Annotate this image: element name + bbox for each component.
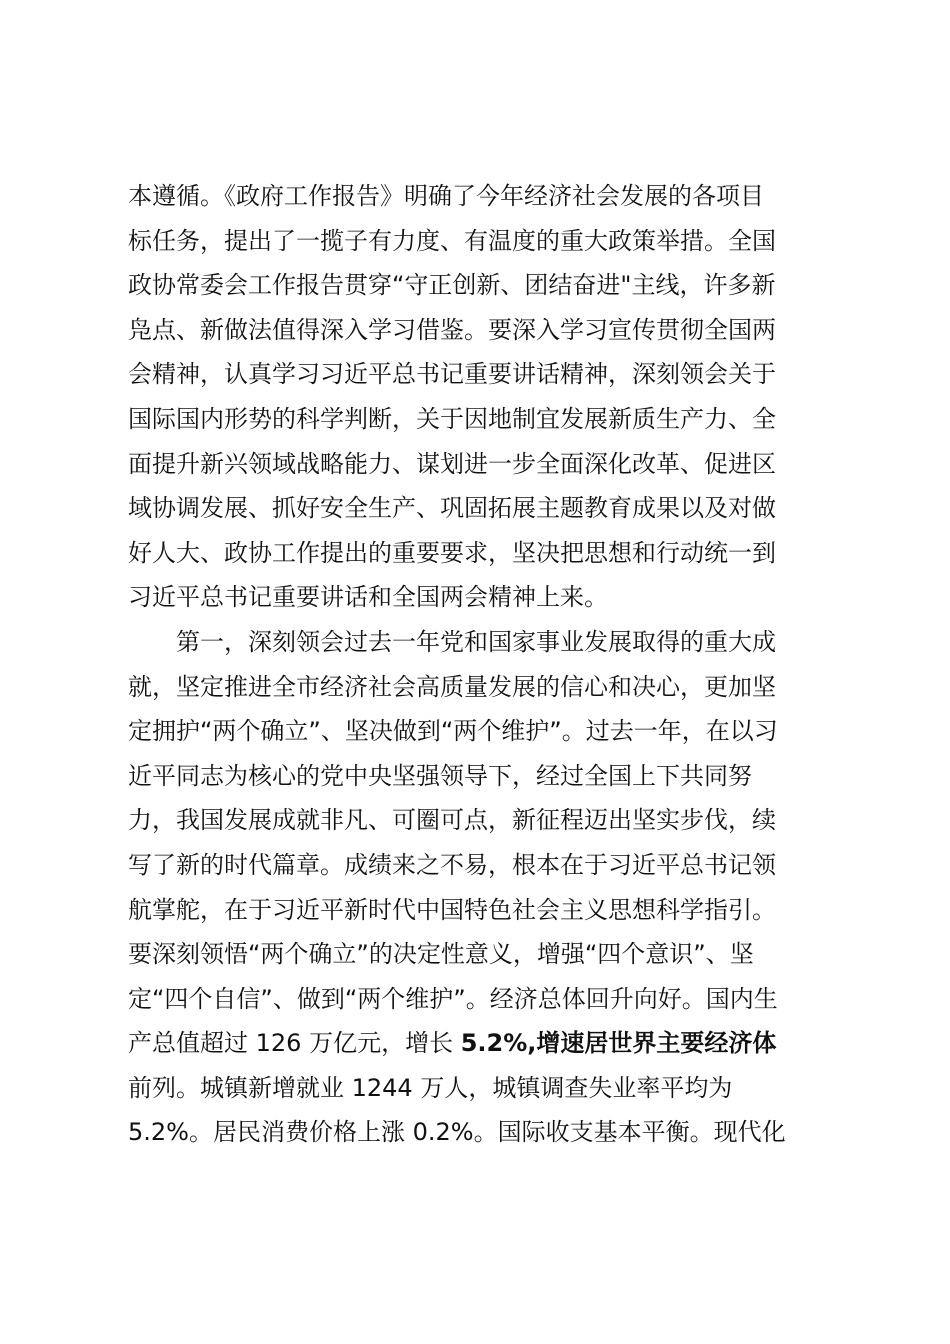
text-line: 写了新的时代篇章。成绩来之不易，根本在于习近平总书记领 xyxy=(128,850,776,879)
text-line: 面提升新兴领域战略能力、谋划进一步全面深化改革、促进区 xyxy=(128,449,776,478)
text-line: 习近平总书记重要讲话和全国两会精神上来。 xyxy=(128,583,608,612)
bold-text-run: 5.2%,增速居世界主要经济体 xyxy=(460,1029,777,1058)
text-line: 定拥护“两个确立”、坚决做到“两个维护”。过去一年，在以习 xyxy=(128,717,778,746)
text-line: 5.2%。居民消费价格上涨 0.2%。国际收支基本平衡。现代化 xyxy=(128,1118,786,1147)
text-line: 定“四个自信”、做到“两个维护”。经济总体回升向好。国内生 xyxy=(128,984,778,1013)
paragraph-first-line: 第一，深刻领会过去一年党和国家事业发展取得的重大成 xyxy=(176,627,776,656)
text-run: 产总值超过 126 万亿元，增长 xyxy=(128,1029,461,1058)
text-line: 标任务，提出了一揽子有力度、有温度的重大政策举措。全国 xyxy=(128,226,776,255)
text-line: 近平同志为核心的党中央坚强领导下，经过全国上下共同努 xyxy=(128,761,752,790)
text-line: 会精神，认真学习习近平总书记重要讲话精神，深刻领会关于 xyxy=(128,360,776,389)
text-line: 国际国内形势的科学判断，关于因地制宜发展新质生产力、全 xyxy=(128,404,776,433)
text-line: 前列。城镇新增就业 1244 万人，城镇调查失业率平均为 xyxy=(128,1073,733,1102)
text-line: 本遵循。《政府工作报告》明确了今年经济社会发展的各项目 xyxy=(128,182,764,210)
text-line: 就，坚定推进全市经济社会高质量发展的信心和决心，更加坚 xyxy=(128,672,776,701)
text-line: 力，我国发展成就非凡、可圈可点，新征程迈出坚实步伐，续 xyxy=(128,806,776,835)
body-text xyxy=(128,174,828,1155)
text-line: 好人大、政协工作提出的重要要求，坚决把思想和行动统一到 xyxy=(128,538,776,567)
text-line: 要深刻领悟“两个确立”的决定性意义，增强“四个意识”、坚 xyxy=(128,940,754,969)
text-line: 政协常委会工作报告贯穿“守正创新、团结奋进"主线，许多新 xyxy=(128,271,776,300)
text-line: 凫点、新做法值得深入学习借鉴。要深入学习宣传贯彻全国两 xyxy=(128,315,776,344)
text-line: 域协调发展、抓好安全生产、巩固拓展主题教育成果以及对做 xyxy=(128,494,776,523)
text-line-mixed xyxy=(128,1021,828,1066)
text-line: 航掌舵，在于习近平新时代中国特色社会主义思想科学指引。 xyxy=(128,895,776,924)
